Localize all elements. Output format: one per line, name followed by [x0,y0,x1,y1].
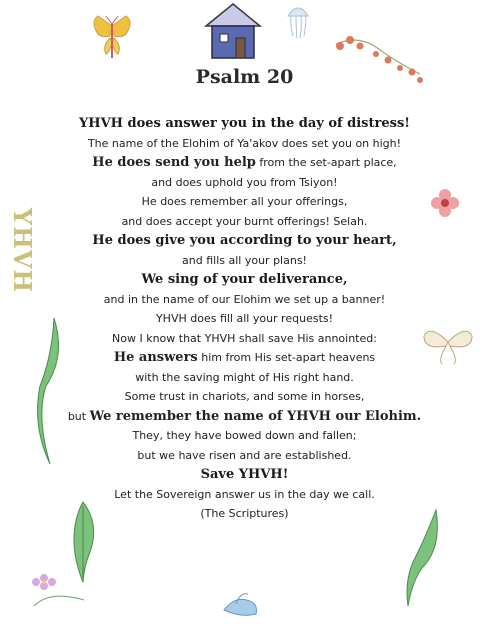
psalm-line: YHVH does answer you in the day of distress! [79,116,410,131]
psalm-line: and in the name of our Elohim we set up a banner! [103,292,386,306]
bird-icon [218,588,262,620]
line-bold-text: He does send you help [92,155,256,170]
psalm-line: but we have risen and are established. [137,448,352,462]
psalm-line: They, they have bowed down and fallen; [132,429,357,442]
psalm-line [0,407,489,427]
psalm-line: Let the Sovereign answer us in the day we call. [114,487,375,501]
psalm-line: and fills all your plans! [182,253,307,267]
line-text: from the set-apart place, [255,156,397,169]
psalm-line: Now I know that YHVH shall save His annointed: [112,331,377,345]
line-text: but [67,409,90,423]
psalm-line: with the saving might of His right hand. [135,370,354,384]
house-icon [200,0,266,62]
psalm-line: We sing of your deliverance, [141,272,348,287]
flower-icon [24,570,94,610]
psalm-text [0,114,489,524]
page-title: Psalm 20 [195,66,294,88]
line-text: him from His set-apart heavens [197,351,376,364]
line-bold-text: We remember the name of YHVH our Elohim. [89,408,422,424]
psalm-line [0,153,489,173]
jellyfish-icon [284,2,312,40]
side-yhvh-text: YHVH [8,207,38,294]
butterfly-icon [88,12,136,64]
psalm-line: Save YHVH! [200,467,289,482]
psalm-line [0,348,489,368]
psalm-line: He does remember all your offerings, [141,195,348,208]
psalm-line: He does give you according to your heart, [92,233,397,248]
line-bold-text: He answers [113,350,198,365]
psalm-line: YHVH does fill all your requests! [155,312,334,325]
psalm-line: (The Scriptures) [200,507,289,520]
psalm-line: The name of the Elohim of Ya'akov does set you on high! [87,136,402,150]
psalm-line: and does uphold you from Tsiyon! [151,175,338,189]
psalm-line: Some trust in chariots, and some in horses, [124,390,365,403]
psalm-line: and does accept your burnt offerings! Selah. [121,214,368,228]
